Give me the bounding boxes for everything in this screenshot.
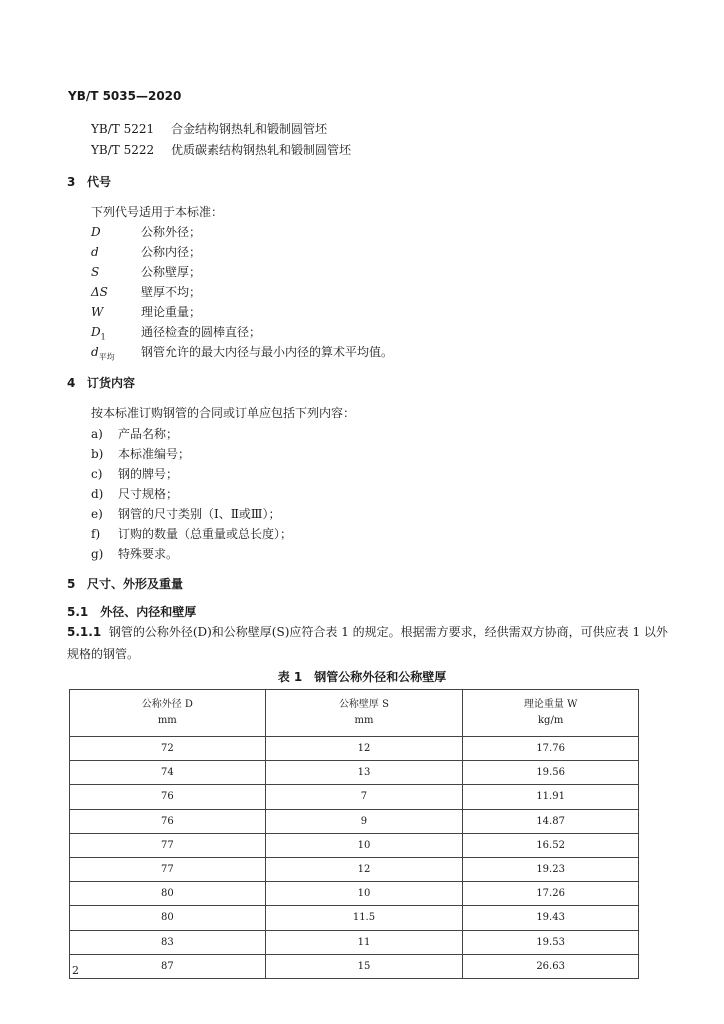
column-header-outer-diameter: 公称外径 D mm: [70, 690, 266, 737]
table-cell: 19.23: [463, 857, 639, 881]
table-cell: 19.56: [463, 761, 639, 785]
symbol-description: 公称外径；: [141, 225, 202, 239]
table-cell: 11.91: [463, 785, 639, 809]
symbol: S: [91, 265, 100, 279]
symbol-description: 公称壁厚；: [141, 265, 202, 279]
table-row: [70, 737, 639, 761]
list-item-key: e): [91, 507, 103, 521]
table-cell: 26.63: [463, 954, 639, 978]
table-cell: 74: [70, 761, 266, 785]
data-table: [69, 689, 639, 979]
table-cell: 16.52: [463, 833, 639, 857]
table-cell: 76: [70, 809, 266, 833]
list-item: [91, 488, 178, 500]
table-cell: 11.5: [265, 906, 463, 930]
table-row: [70, 954, 639, 978]
table-cell: 19.53: [463, 930, 639, 954]
table-cell: 13: [265, 761, 463, 785]
section-title: 订货内容: [87, 376, 136, 390]
section-title: 代号: [87, 175, 112, 189]
reference-title: 合金结构钢热轧和锻制圆管坯: [171, 122, 328, 136]
symbol-description: 壁厚不均；: [141, 285, 202, 299]
table-row: [70, 857, 639, 881]
section-heading: [67, 176, 111, 188]
symbol: D: [91, 225, 101, 239]
table-cell: 10: [265, 882, 463, 906]
table-cell: 9: [265, 809, 463, 833]
table-row: [70, 809, 639, 833]
list-item-key: f): [91, 527, 101, 541]
table-cell: 14.87: [463, 809, 639, 833]
page-number: 2: [72, 964, 79, 977]
section-number: 3: [67, 175, 76, 189]
list-item-text: 产品名称；: [118, 427, 179, 441]
table-cell: 76: [70, 785, 266, 809]
symbol-row: [91, 306, 201, 318]
table-cell: 12: [265, 857, 463, 881]
symbol-subscript: 1: [100, 332, 106, 342]
section-title: 尺寸、外形及重量: [87, 577, 184, 591]
section-intro: 按本标准订购钢管的合同或订单应包括下列内容：: [91, 406, 356, 420]
table-row: [70, 761, 639, 785]
symbol-row: [91, 286, 201, 298]
section-number: 4: [67, 376, 76, 390]
table-cell: 17.76: [463, 737, 639, 761]
list-item-text: 特殊要求。: [118, 547, 179, 561]
symbol-subscript: 平均: [98, 352, 115, 362]
symbol-row: [91, 266, 201, 278]
table-cell: 72: [70, 737, 266, 761]
table-row: [70, 882, 639, 906]
list-item: [91, 548, 178, 560]
clause-number: 5.1.1: [67, 625, 102, 639]
list-item: [91, 468, 178, 480]
table-cell: 80: [70, 882, 266, 906]
document-header: YB/T 5035—2020: [68, 89, 182, 103]
section-heading: [67, 377, 135, 389]
table-cell: 7: [265, 785, 463, 809]
table-cell: 11: [265, 930, 463, 954]
symbol-row: [91, 246, 201, 258]
section-number: 5: [67, 577, 76, 591]
list-item-key: g): [91, 547, 104, 561]
table-row: [70, 906, 639, 930]
list-item: [91, 508, 280, 520]
list-item-text: 本标准编号；: [118, 447, 191, 461]
symbol-description: 公称内径；: [141, 245, 202, 259]
list-item-text: 钢的牌号；: [118, 467, 179, 481]
symbol-description: 理论重量；: [141, 305, 202, 319]
table-cell: 83: [70, 930, 266, 954]
clause-paragraph: [67, 621, 671, 665]
symbol: ΔS: [91, 285, 108, 299]
list-item: [91, 428, 178, 440]
symbol: D: [91, 325, 101, 339]
reference-line: [91, 144, 351, 156]
table-cell: 80: [70, 906, 266, 930]
list-item: [91, 528, 292, 540]
symbol-row: [91, 326, 261, 341]
symbol-description: 通径检查的圆棒直径；: [141, 325, 262, 339]
section-intro: 下列代号适用于本标准：: [91, 205, 224, 219]
list-item-text: 订购的数量（总重量或总长度）；: [118, 527, 293, 541]
symbol: d: [91, 345, 99, 359]
table-cell: 77: [70, 857, 266, 881]
column-header-theoretical-weight: 理论重量 W kg/m: [463, 690, 639, 737]
reference-code: YB/T 5222: [91, 143, 155, 157]
table-row: [70, 833, 639, 857]
subsection-heading: 5.1 外径、内径和壁厚: [67, 605, 197, 619]
table-caption: 表 1 钢管公称外径和公称壁厚: [277, 670, 447, 684]
column-header-wall-thickness: 公称壁厚 S mm: [265, 690, 463, 737]
symbol-row: [91, 226, 201, 238]
table-cell: 15: [265, 954, 463, 978]
reference-title: 优质碳素结构钢热轧和锻制圆管坯: [171, 143, 352, 157]
symbol-description: 钢管允许的最大内径与最小内径的算术平均值。: [141, 345, 394, 359]
symbol: d: [91, 245, 99, 259]
reference-code: YB/T 5221: [91, 122, 155, 136]
symbol-row: [91, 346, 393, 361]
section-heading: [67, 578, 183, 590]
table-header-row: [70, 690, 639, 737]
reference-line: [91, 123, 327, 135]
clause-text: 钢管的公称外径(D)和公称壁厚(S)应符合表 1 的规定。根据需方要求，经供需双方协商，可供应表 1 以外规格的钢管。: [67, 625, 668, 661]
list-item-key: d): [91, 487, 104, 501]
table-row: [70, 785, 639, 809]
list-item-text: 尺寸规格；: [118, 487, 179, 501]
table-cell: 12: [265, 737, 463, 761]
list-item-key: c): [91, 467, 103, 481]
table-cell: 10: [265, 833, 463, 857]
list-item-text: 钢管的尺寸类别（Ⅰ、Ⅱ或Ⅲ）；: [118, 507, 281, 521]
table-cell: 19.43: [463, 906, 639, 930]
symbol: W: [91, 305, 104, 319]
table-row: [70, 930, 639, 954]
list-item-key: a): [91, 427, 103, 441]
table-cell: 77: [70, 833, 266, 857]
list-item-key: b): [91, 447, 104, 461]
table-cell: 87: [70, 954, 266, 978]
list-item: [91, 448, 190, 460]
table-cell: 17.26: [463, 882, 639, 906]
